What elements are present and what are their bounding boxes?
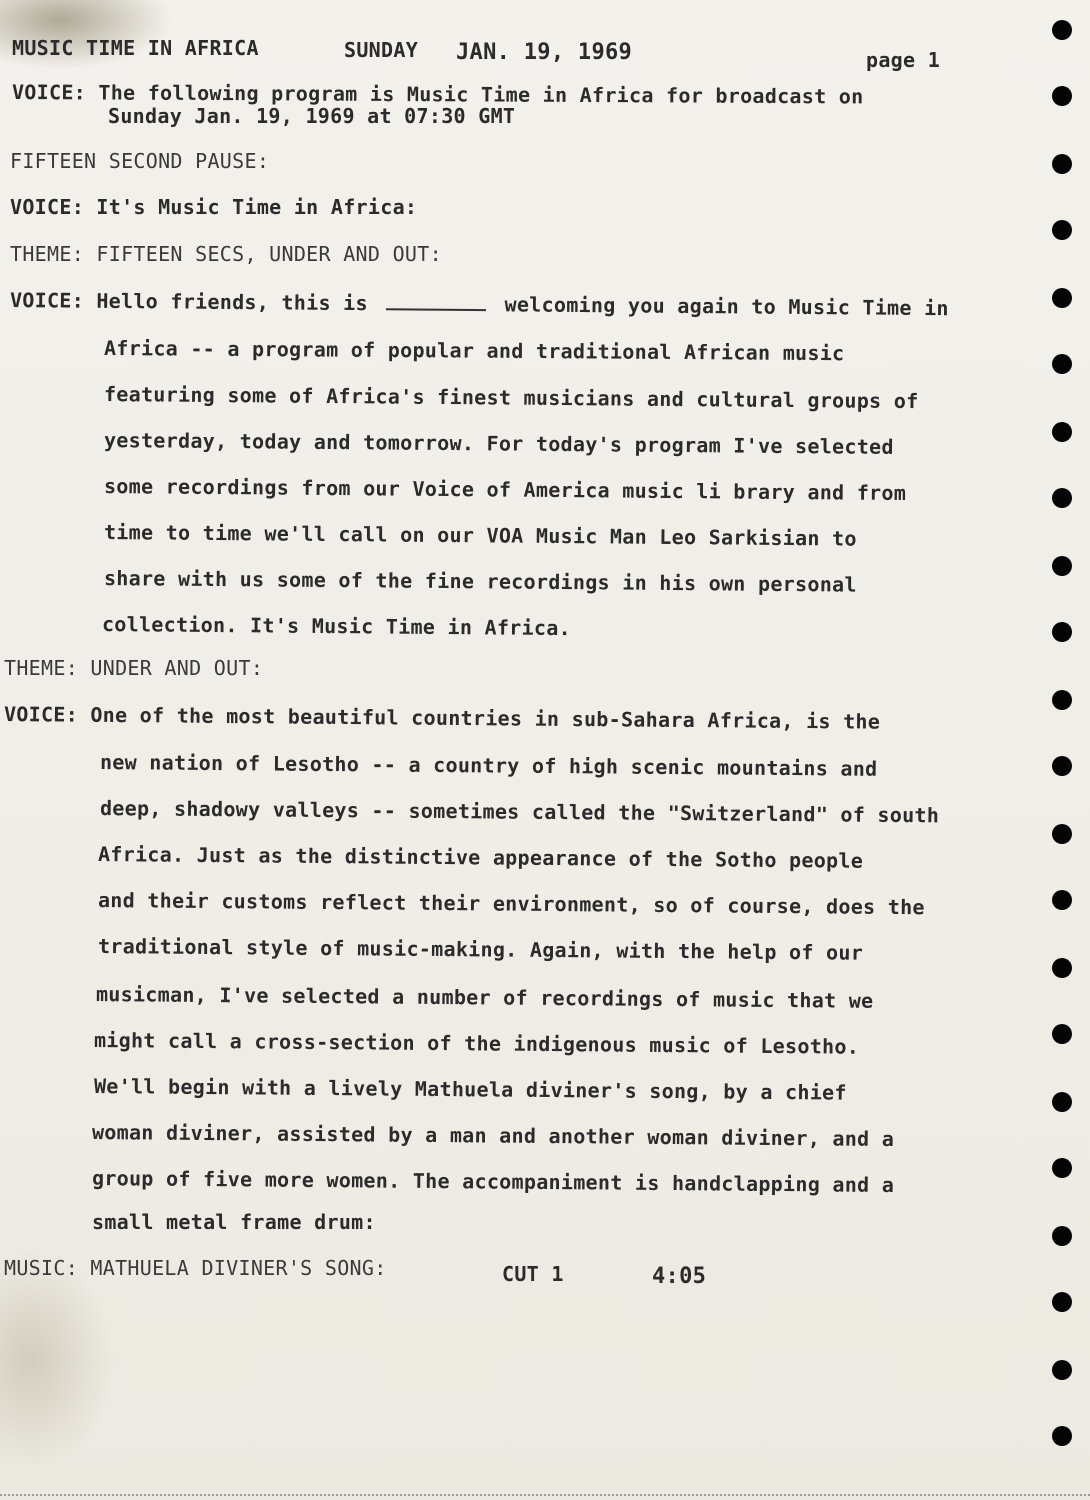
welcome-line-1-start: VOICE: Hello friends, this is [9,288,368,316]
perforation-hole [1052,154,1072,174]
perforation-hole [1052,1024,1072,1044]
perforation-strip [1052,20,1076,1490]
welcome-line-7: share with us some of the fine recordings in his own personal [103,566,857,597]
welcome-line-2: Africa -- a program of popular and traditional African music [103,336,845,366]
name-blank [386,307,486,311]
perforation-hole [1052,86,1072,106]
lesotho-line-1: VOICE: One of the most beautiful countries in sub-Sahara Africa, is the [3,702,881,734]
torn-bottom-edge [0,1494,1090,1500]
perforation-hole [1052,690,1072,710]
welcome-line-3: featuring some of Africa's finest musicians and cultural groups of [103,382,919,414]
welcome-line-5: some recordings from our Voice of America music li brary and from [103,474,907,505]
lesotho-line-7: musicman, I've selected a number of recordings of music that we [95,982,874,1013]
intro-line-2: Sunday Jan. 19, 1969 at 07:30 GMT [108,104,516,128]
perforation-hole [1052,890,1072,910]
perforation-hole [1052,220,1072,240]
pause-cue: FIFTEEN SECOND PAUSE: [10,149,270,173]
welcome-line-6: time to time we'll call on our VOA Music Man Leo Sarkisian to [103,520,857,551]
music-cue-cut: CUT 1 [502,1262,564,1286]
program-title: MUSIC TIME IN AFRICA [12,36,259,60]
lesotho-line-8: might call a cross-section of the indigenous music of Lesotho. [93,1028,860,1059]
voice-title-line: VOICE: It's Music Time in Africa: [10,195,418,219]
lesotho-line-6: traditional style of music-making. Again, with the help of our [97,934,864,965]
lesotho-line-5: and their customs reflect their environment, so of course, does the [97,888,925,920]
lesotho-line-10: woman diviner, assisted by a man and another woman diviner, and a [91,1120,895,1151]
music-cue-duration: 4:05 [652,1264,707,1289]
perforation-hole [1052,756,1072,776]
music-cue-label: MUSIC: MATHUELA DIVINER'S SONG: [4,1256,387,1280]
lesotho-line-4: Africa. Just as the distinctive appearance of the Sotho people [97,842,864,873]
intro-line-1: VOICE: The following program is Music Time in Africa for broadcast on [11,80,864,109]
perforation-hole [1052,1426,1072,1446]
perforation-hole [1052,288,1072,308]
theme-cue-1: THEME: FIFTEEN SECS, UNDER AND OUT: [10,242,442,266]
perforation-hole [1052,1360,1072,1380]
theme-cue-2: THEME: UNDER AND OUT: [4,656,264,680]
perforation-hole [1052,622,1072,642]
welcome-line-1 [10,288,949,320]
perforation-hole [1052,1092,1072,1112]
lesotho-line-9: We'll begin with a lively Mathuela diviner's song, by a chief [93,1074,847,1105]
perforation-hole [1052,1226,1072,1246]
perforation-hole [1052,824,1072,844]
perforation-hole [1052,20,1072,40]
perforation-hole [1052,1158,1072,1178]
welcome-line-4: yesterday, today and tomorrow. For today's program I've selected [103,428,894,459]
perforation-hole [1052,422,1072,442]
perforation-hole [1052,354,1072,374]
lesotho-line-12: small metal frame drum: [92,1210,376,1234]
perforation-hole [1052,488,1072,508]
lesotho-line-3: deep, shadowy valleys -- sometimes called the "Switzerland" of south [99,796,940,828]
lesotho-line-2: new nation of Lesotho -- a country of high scenic mountains and [99,750,878,781]
welcome-line-8: collection. It's Music Time in Africa. [101,612,572,641]
perforation-hole [1052,958,1072,978]
broadcast-day: SUNDAY [344,38,419,62]
lesotho-line-11: group of five more women. The accompaniment is handclapping and a [91,1166,895,1197]
broadcast-date: JAN. 19, 1969 [456,40,633,65]
welcome-line-1-end: welcoming you again to Music Time in [504,292,949,321]
perforation-hole [1052,1292,1072,1312]
perforation-hole [1052,556,1072,576]
page-number: page 1 [866,48,941,72]
